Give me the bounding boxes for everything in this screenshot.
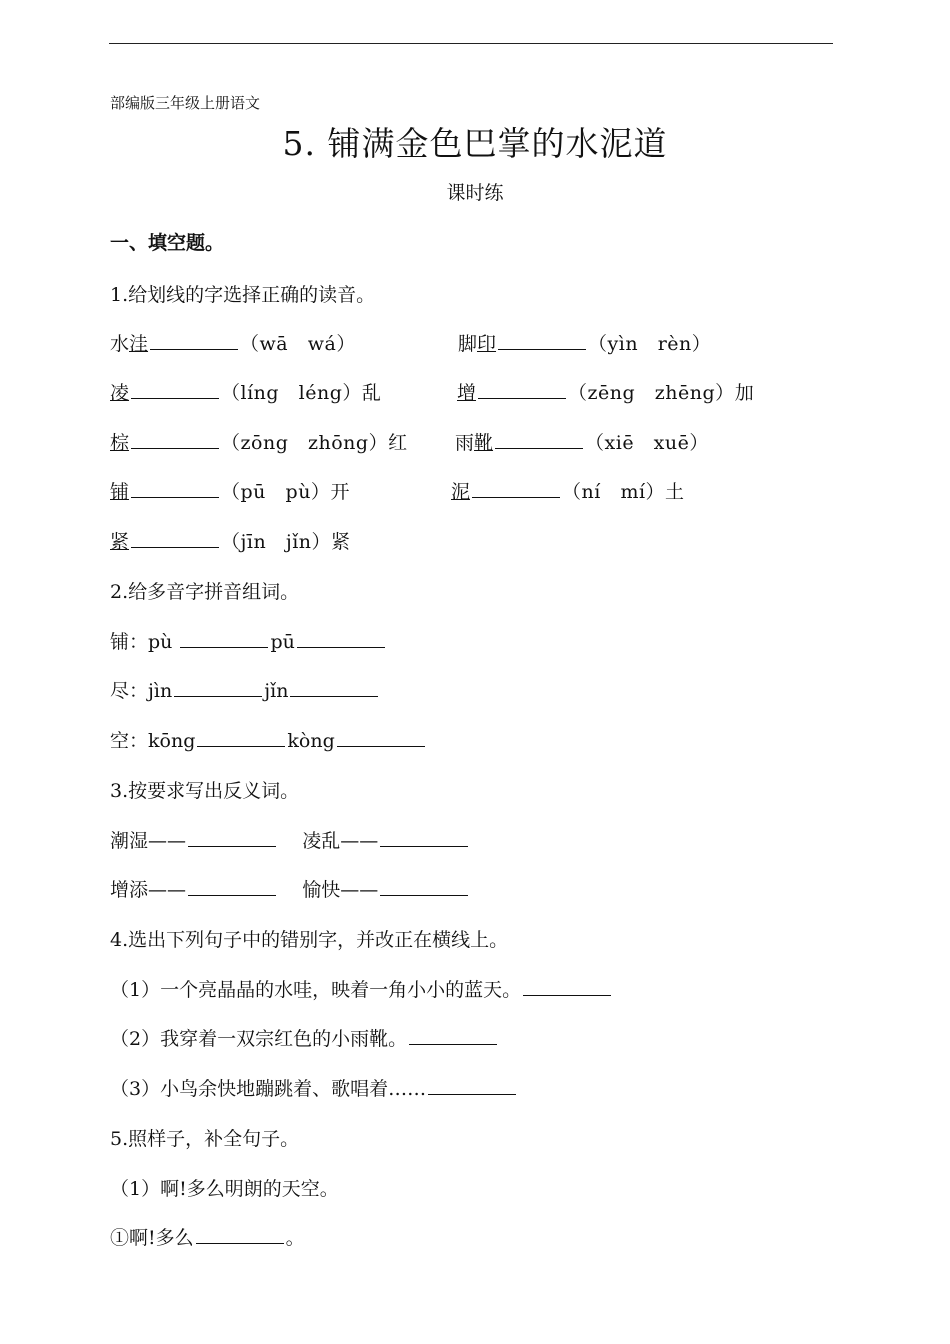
q1-item: 铺 （pū pù）开 — [110, 481, 350, 503]
answer-blank[interactable] — [409, 1043, 497, 1045]
answer-blank[interactable] — [150, 348, 238, 350]
answer-blank[interactable] — [188, 894, 276, 896]
answer-blank[interactable] — [495, 447, 583, 449]
q2-row: 空：kōng kòng — [110, 726, 427, 753]
answer-blank[interactable] — [478, 397, 566, 399]
answer-blank[interactable] — [290, 695, 378, 697]
q1-item: 泥 （ní mí）土 — [451, 481, 685, 503]
q5-prompt: 5.照样子，补全句子。 — [110, 1128, 300, 1150]
answer-blank[interactable] — [337, 745, 425, 747]
q4-sentence: （1）一个亮晶晶的水哇，映着一角小小的蓝天。 — [110, 975, 613, 1002]
q4-sentence: （3）小鸟余快地蹦跳着、歌唱着…… — [110, 1074, 518, 1101]
answer-blank[interactable] — [380, 894, 468, 896]
q3-prompt: 3.按要求写出反义词。 — [110, 780, 300, 802]
q4-prompt: 4.选出下列句子中的错别字，并改正在横线上。 — [110, 929, 509, 951]
answer-blank[interactable] — [297, 646, 385, 648]
page-subtitle: 课时练 — [446, 182, 504, 204]
q3-row: 潮湿—— 凌乱—— — [110, 826, 470, 853]
q2-row: 尽：jìn jǐn — [110, 676, 380, 703]
q3-row: 增添—— 愉快—— — [110, 875, 470, 902]
q5-example: （1）啊!多么明朗的天空。 — [110, 1178, 339, 1200]
q2-prompt: 2.给多音字拼音组词。 — [110, 581, 300, 603]
header-rule — [109, 43, 833, 44]
answer-blank[interactable] — [180, 646, 268, 648]
q2-row: 铺：pù pū — [110, 627, 387, 654]
q1-prompt: 1.给划线的字选择正确的读音。 — [110, 284, 376, 306]
answer-blank[interactable] — [131, 397, 219, 399]
q1-item: 凌 （líng léng）乱 — [110, 382, 381, 404]
q1-item: 增 （zēng zhēng）加 — [457, 382, 754, 404]
section-heading: 一、填空题。 — [110, 232, 225, 254]
answer-blank[interactable] — [380, 845, 468, 847]
answer-blank[interactable] — [523, 994, 611, 996]
answer-blank[interactable] — [131, 546, 219, 548]
answer-blank[interactable] — [131, 496, 219, 498]
q1-item: 脚印 （yìn rèn） — [458, 333, 712, 355]
q4-sentence: （2）我穿着一双宗红色的小雨靴。 — [110, 1024, 499, 1051]
q5-item: ①啊!多么 。 — [110, 1227, 305, 1249]
answer-blank[interactable] — [131, 447, 219, 449]
page-title: 5. 铺满金色巴掌的水泥道 — [282, 124, 668, 163]
q1-item: 雨靴 （xiē xuē） — [455, 432, 709, 454]
answer-blank[interactable] — [196, 1242, 284, 1244]
answer-blank[interactable] — [174, 695, 262, 697]
q1-item: 紧 （jīn jǐn）紧 — [110, 531, 351, 553]
answer-blank[interactable] — [472, 496, 560, 498]
answer-blank[interactable] — [498, 348, 586, 350]
q1-item: 棕 （zōng zhōng）红 — [110, 432, 408, 454]
q1-item: 水洼 （wā wá） — [110, 333, 356, 355]
answer-blank[interactable] — [428, 1093, 516, 1095]
series-label: 部编版三年级上册语文 — [110, 94, 261, 112]
answer-blank[interactable] — [188, 845, 276, 847]
answer-blank[interactable] — [197, 745, 285, 747]
